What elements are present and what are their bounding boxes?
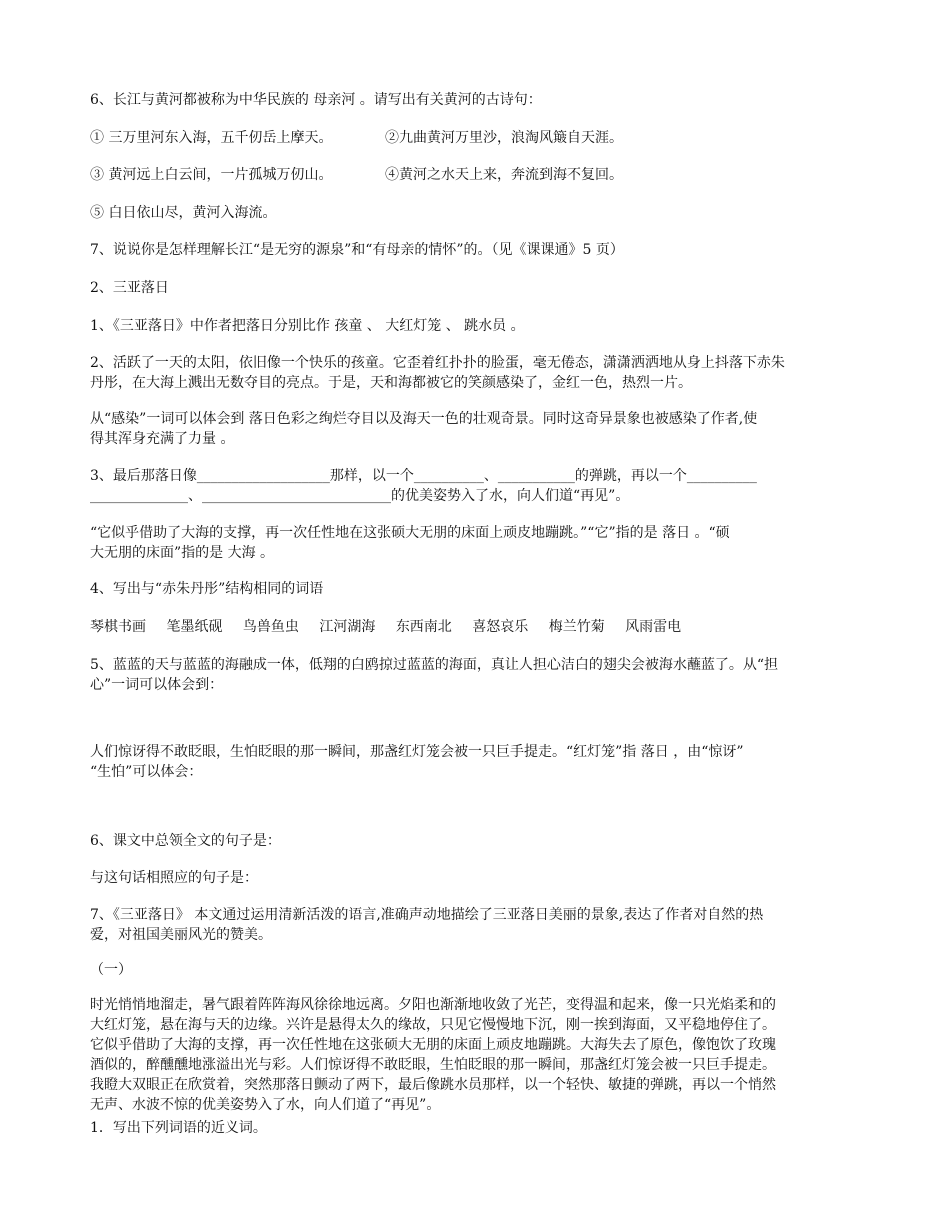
question-2-answer xyxy=(90,409,860,449)
question-7-title: 7、说说你是怎样理解长江“是无穷的源泉”和“有母亲的情怀”的。（见《课课通》5 页） xyxy=(90,242,624,258)
question-6-title: 6、长江与黄河都被称为中华民族的 母亲河 。请写出有关黄河的古诗句： xyxy=(90,92,542,108)
poem-row-1 xyxy=(90,128,860,148)
question-3-line: ______________、___________________________的优美姿势入了水，向人们道“再见”。 xyxy=(90,488,630,504)
question-7-line: 7、《三亚落日》 本文通过运用清新活泼的语言,准确声动地描绘了三亚落日美丽的景象,表达了作者对自然的热 xyxy=(90,907,764,923)
word-item: 东西南北 xyxy=(395,619,452,635)
poem-line-2: ②九曲黄河万里沙，浪淘风簸自天涯。 xyxy=(385,130,623,146)
passage-line: 大红灯笼，悬在海与天的边缘。兴许是悬得太久的缘故，只见它慢慢地下沉，刚一挨到海面，又平稳地停住了。 xyxy=(90,1017,776,1033)
question-4-word-list xyxy=(90,617,860,637)
question-3-followup xyxy=(90,523,860,563)
passage-line: 它似乎借助了大海的支撑，再一次任性地在这张硕大无朋的床面上顽皮地蹦跳。大海失去了原色，像饱饮了玫瑰 xyxy=(90,1037,776,1053)
word-item: 鸟兽鱼虫 xyxy=(242,619,299,635)
lesson-2-title: 2、三亚落日 xyxy=(90,280,169,296)
question-3-fill-blank xyxy=(90,466,860,506)
question-3-followup-line: “它似乎借助了大海的支撑，再一次任性地在这张硕大无朋的床面上顽皮地蹦跳。”“它”指的是 落日 。“硕 xyxy=(90,525,730,541)
word-item: 江河湖海 xyxy=(319,619,376,635)
question-5-line: 5、蓝蓝的天与蓝蓝的海融成一体，低翔的白鸥掠过蓝蓝的海面，真让人担心洁白的翅尖会被海水蘸蓝了。从“担 xyxy=(90,657,779,673)
word-item: 琴棋书画 xyxy=(90,619,146,635)
passage-line: 我瞪大双眼正在欣赏着，突然那落日颤动了两下，最后像跳水员那样，以一个轻快、敏捷的弹跳，再以一个悄然 xyxy=(90,1077,776,1093)
question-2-answer-line: 从“感染”一词可以体会到 落日色彩之绚烂夺目以及海天一色的壮观奇景。同时这奇异景象也被感染了作者,使 xyxy=(90,411,758,427)
question-2-line: 丹彤，在大海上溅出无数夺目的亮点。于是，天和海都被它的笑颜感染了，金红一色，热烈一片。 xyxy=(90,375,692,391)
question-7-line: 爱，对祖国美丽风光的赞美。 xyxy=(90,927,272,943)
question-5-line: 心”一词可以体会到： xyxy=(90,677,224,693)
reading-passage xyxy=(90,995,860,1115)
poem-line-3: ③ 黄河远上白云间，一片孤城万仞山。 xyxy=(90,167,333,183)
question-2-text xyxy=(90,353,860,393)
question-5-followup xyxy=(90,742,860,782)
word-item: 笔墨纸砚 xyxy=(166,619,223,635)
question-4-title: 4、写出与“赤朱丹彤”结构相同的词语 xyxy=(90,581,324,597)
question-2-line: 2、活跃了一天的太阳，依旧像一个快乐的孩童。它歪着红扑扑的脸蛋，毫无倦态，潇潇洒洒地从身上抖落下赤朱 xyxy=(90,355,785,371)
question-5-followup-line: “生怕”可以体会： xyxy=(90,764,203,780)
poem-line-5: ⑤ 白日依山尽，黄河入海流。 xyxy=(90,205,277,221)
section-heading: （一） xyxy=(90,962,132,978)
passage-question-1: 1．写出下列词语的近义词。 xyxy=(90,1120,267,1136)
question-7-text xyxy=(90,905,860,945)
question-6a: 6、课文中总领全文的句子是： xyxy=(90,833,281,849)
passage-line: 无声、水波不惊的优美姿势入了水，向人们道了“再见”。 xyxy=(90,1097,441,1113)
poem-line-4: ④黄河之水天上来，奔流到海不复回。 xyxy=(385,167,623,183)
question-5-followup-line: 人们惊讶得不敢眨眼，生怕眨眼的那一瞬间，那盏红灯笼会被一只巨手提走。“红灯笼”指 落日 ，由“惊讶” xyxy=(90,744,744,760)
poem-line-1: ① 三万里河东入海，五千仞岳上摩天。 xyxy=(90,130,333,146)
passage-line: 时光悄悄地溜走，暑气跟着阵阵海风徐徐地远离。夕阳也渐渐地收敛了光芒，变得温和起来，像一只光焰柔和的 xyxy=(90,997,776,1013)
question-3-followup-line: 大无朋的床面”指的是 大海 。 xyxy=(90,545,275,561)
word-item: 梅兰竹菊 xyxy=(548,619,605,635)
question-2-answer-line: 得其浑身充满了力量 。 xyxy=(90,431,235,447)
question-5-text xyxy=(90,655,860,695)
question-1: 1、《三亚落日》中作者把落日分别比作 孩童 、 大红灯笼 、 跳水员 。 xyxy=(90,318,525,334)
question-6b: 与这句话相照应的句子是： xyxy=(90,870,258,886)
question-3-line: 3、最后那落日像___________________那样，以一个__________、___________的弹跳，再以一个__________ xyxy=(90,468,757,484)
poem-row-2 xyxy=(90,165,860,185)
passage-line: 酒似的，醉醺醺地涨溢出光与彩。人们惊讶得不敢眨眼，生怕眨眼的那一瞬间，那盏红灯笼会被一只巨手提走。 xyxy=(90,1057,776,1073)
word-item: 喜怒哀乐 xyxy=(472,619,529,635)
word-item: 风雨雷电 xyxy=(625,619,682,635)
